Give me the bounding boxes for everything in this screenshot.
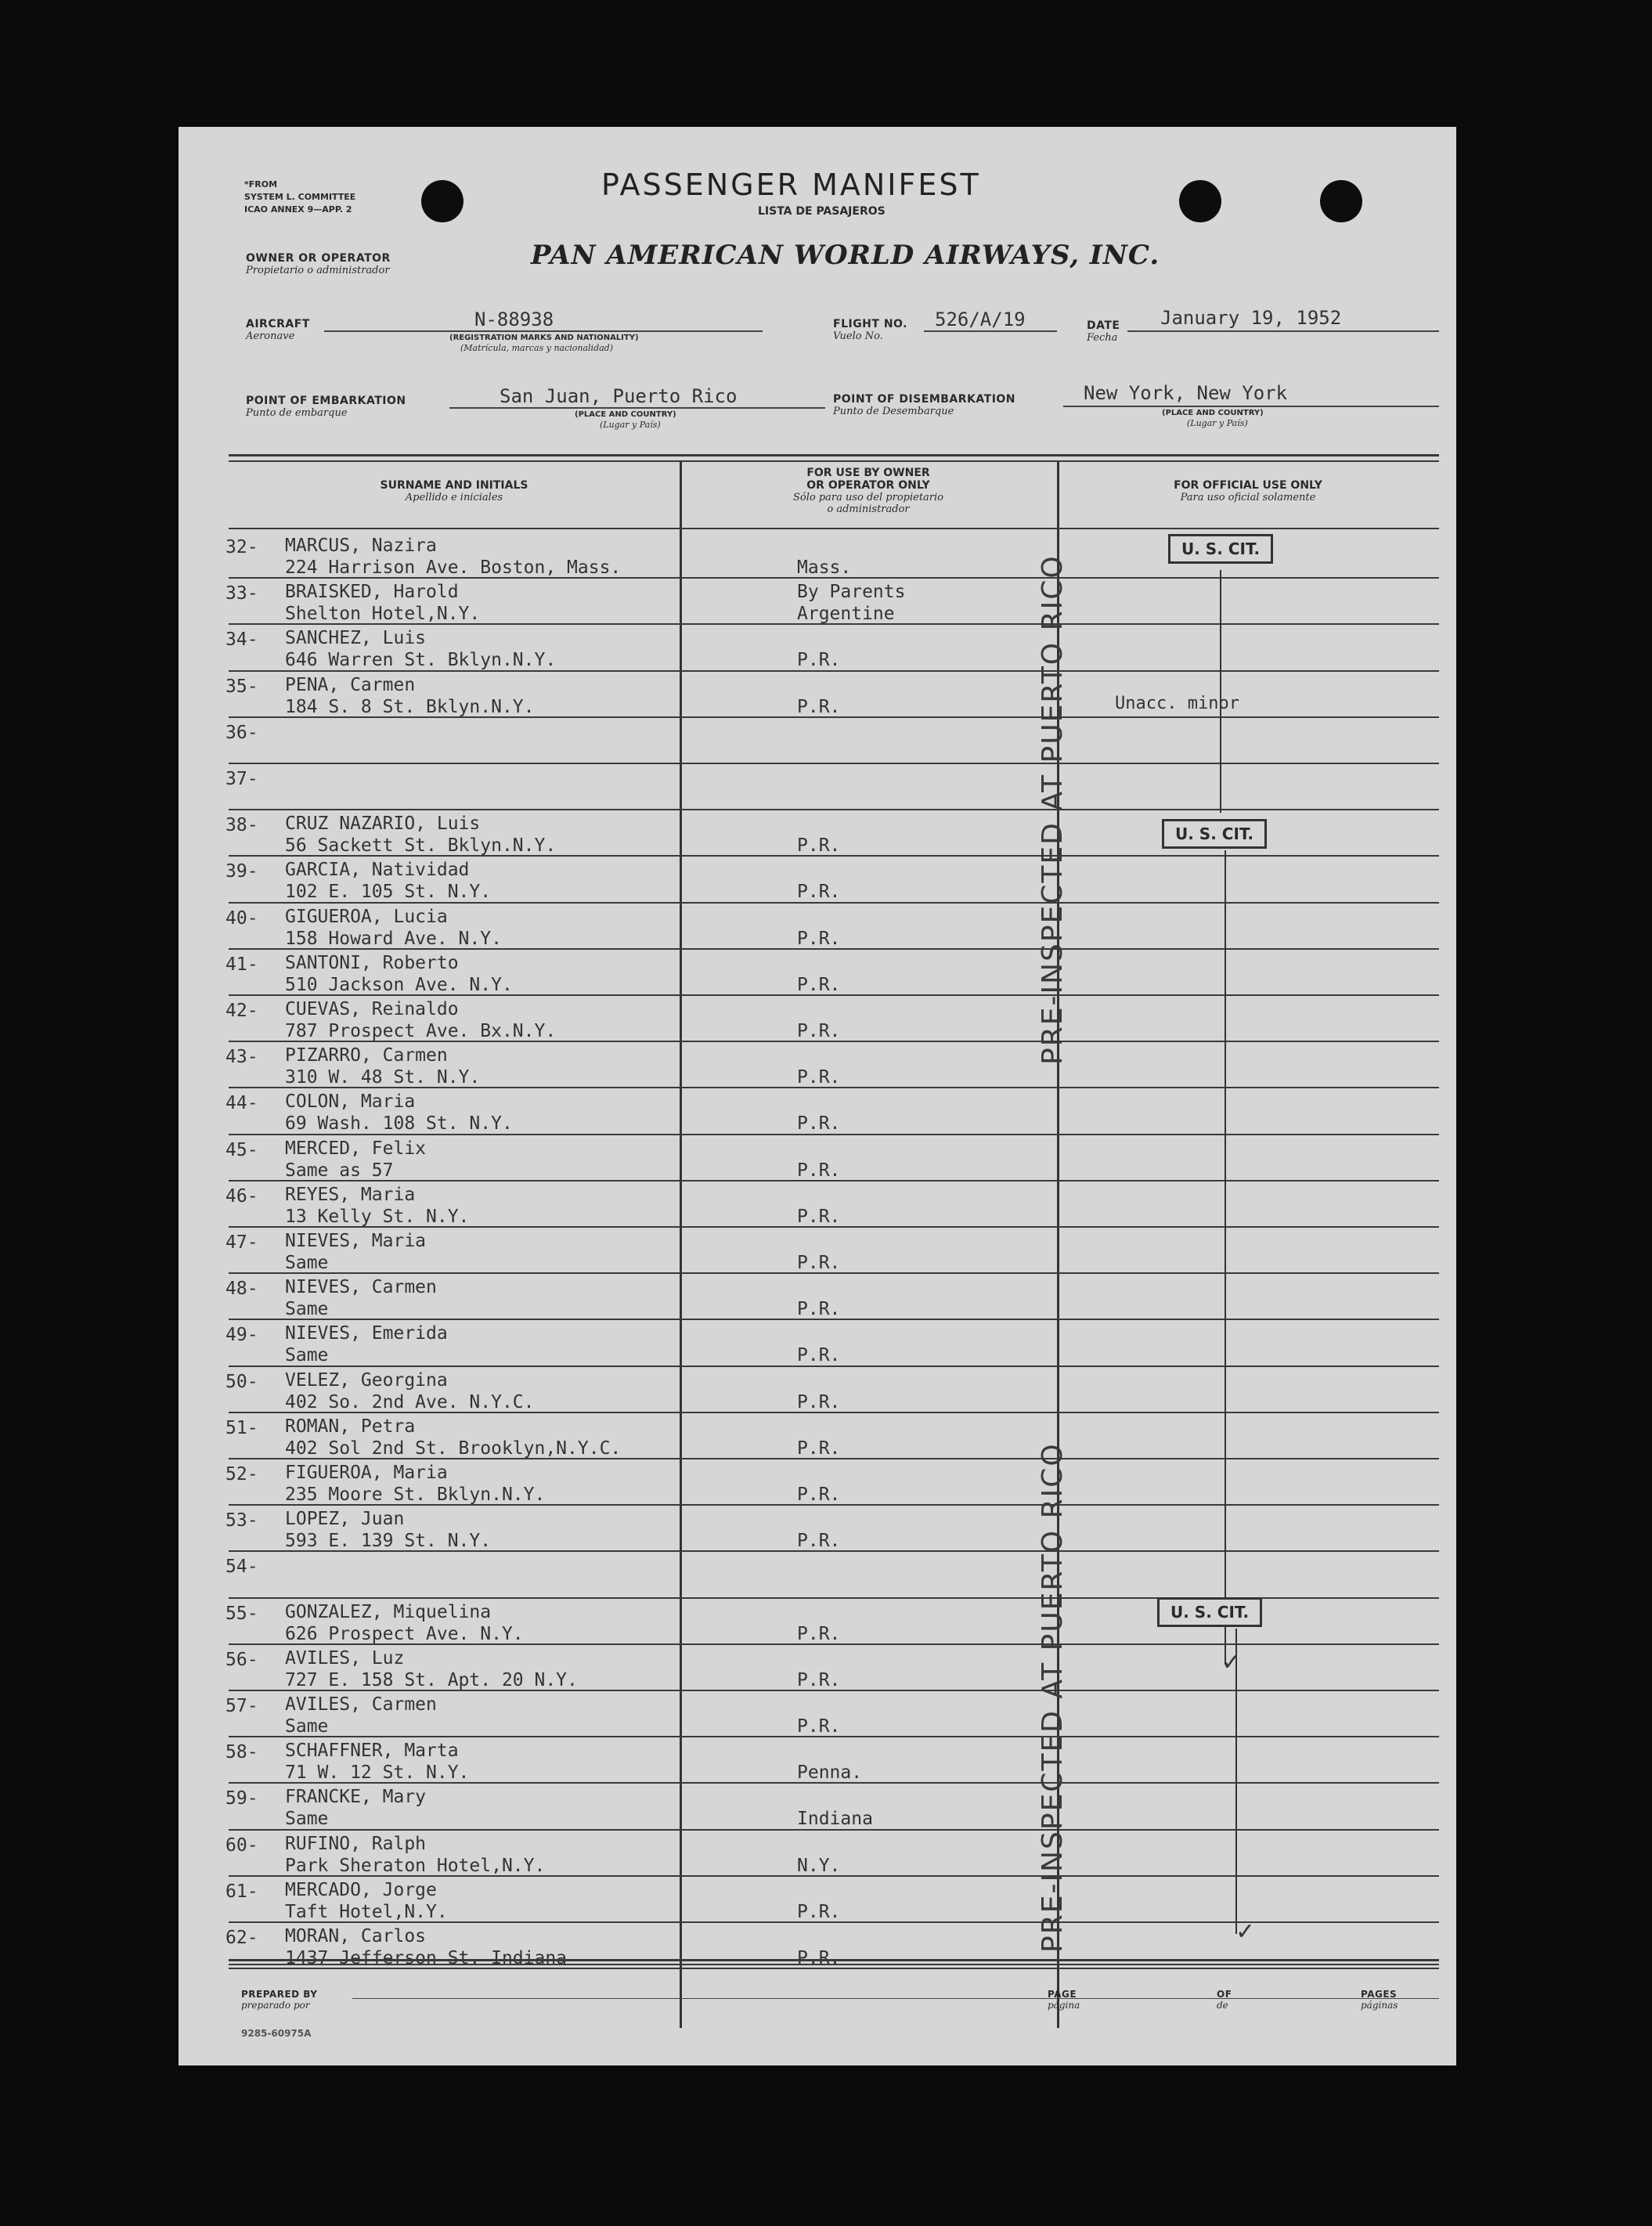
table-row <box>179 1042 1456 1088</box>
passenger-name: CUEVAS, Reinaldo <box>285 999 459 1019</box>
passenger-name: VELEZ, Georgina <box>285 1369 448 1391</box>
row-number: 61- <box>225 1881 258 1902</box>
passenger-address: Shelton Hotel,N.Y. <box>285 604 481 625</box>
table-row <box>179 1088 1456 1135</box>
pages-label: PAGES <box>1361 1989 1398 2000</box>
table-row <box>179 1645 1456 1691</box>
table-row <box>179 672 1456 718</box>
date-label: DATE <box>1087 319 1120 332</box>
form-ref-line: SYSTEM L. COMMITTEE <box>244 192 356 202</box>
owner-note: P.R. <box>797 882 841 903</box>
field-underline <box>449 407 825 409</box>
passenger-name: NIEVES, Maria <box>285 1231 427 1251</box>
form-ref-line: *FROM <box>244 179 278 189</box>
field-underline <box>1063 406 1439 407</box>
embark-caption: (PLACE AND COUNTRY) <box>575 410 676 419</box>
disembark-caption: (PLACE AND COUNTRY) <box>1162 409 1264 417</box>
row-number: 37- <box>225 769 258 789</box>
table-row <box>179 1367 1456 1413</box>
table-row <box>179 904 1456 950</box>
passenger-address: 1437 Jefferson St. Indiana <box>285 1948 568 1968</box>
passenger-address: Park Sheraton Hotel,N.Y. <box>285 1855 546 1876</box>
aircraft-caption-es: (Matrícula, marcas y nacionalidad) <box>460 343 613 353</box>
table-row <box>179 1599 1456 1645</box>
embarkation-label: POINT OF EMBARKATION <box>246 395 406 407</box>
passenger-address: 510 Jackson Ave. N.Y. <box>285 974 513 995</box>
table-row <box>179 625 1456 671</box>
table-top-rule <box>229 460 1439 462</box>
passenger-name: SCHAFFNER, Marta <box>285 1741 459 1762</box>
passenger-address: 402 So. 2nd Ave. N.Y.C. <box>285 1391 535 1412</box>
owner-note: Indiana <box>797 1809 873 1830</box>
footer-underline <box>352 1998 1439 1999</box>
passenger-name: GONZALEZ, Miquelina <box>285 1601 492 1622</box>
row-number: 32- <box>225 537 258 557</box>
passenger-address: 224 Harrison Ave. Boston, Mass. <box>285 557 622 578</box>
passenger-name: MERCADO, Jorge <box>285 1879 437 1900</box>
punch-hole <box>1179 180 1221 222</box>
owner-note: Mass. <box>797 557 852 578</box>
flight-label-es: Vuelo No. <box>833 330 883 342</box>
manifest-sheet <box>179 127 1456 2065</box>
row-rule <box>229 1968 1439 1969</box>
prepared-by-label-es: preparado por <box>241 2000 310 2011</box>
passenger-name: AVILES, Carmen <box>285 1694 437 1715</box>
of-label: OF <box>1217 1989 1232 2000</box>
column-title: FOR OFFICIAL USE ONLY <box>1174 479 1322 492</box>
passenger-address: Same <box>285 1716 329 1737</box>
aircraft-registration: N-88938 <box>474 308 554 330</box>
punch-hole <box>1320 180 1362 222</box>
embarkation-label-es: Punto de embarque <box>246 407 348 419</box>
passenger-address: 727 E. 158 St. Apt. 20 N.Y. <box>285 1669 578 1690</box>
passenger-name: COLON, Maria <box>285 1091 416 1113</box>
table-row <box>179 1691 1456 1737</box>
row-number: 55- <box>225 1603 258 1624</box>
flight-label: FLIGHT NO. <box>833 318 907 330</box>
table-row <box>179 1413 1456 1459</box>
row-number: 40- <box>225 907 258 929</box>
row-number: 33- <box>225 583 258 604</box>
embark-caption-es: (Lugar y País) <box>600 420 661 430</box>
table-row <box>179 1506 1456 1552</box>
table-row <box>179 1459 1456 1506</box>
passenger-address: 402 Sol 2nd St. Brooklyn,N.Y.C. <box>285 1438 622 1459</box>
passenger-address: Same <box>285 1809 329 1830</box>
table-row <box>179 950 1456 996</box>
table-row <box>179 718 1456 764</box>
owner-note: P.R. <box>797 974 841 995</box>
row-number: 45- <box>225 1139 258 1160</box>
row-number: 35- <box>225 676 258 697</box>
bracket-line <box>1225 850 1226 1665</box>
field-underline <box>324 330 763 332</box>
row-number: 39- <box>225 861 258 882</box>
bracket-line <box>1235 1629 1237 1934</box>
table-row <box>179 1923 1456 1969</box>
owner-note: P.R. <box>797 1669 841 1690</box>
column-header-official <box>1057 479 1439 503</box>
owner-note: P.R. <box>797 1438 841 1459</box>
passenger-address: 102 E. 105 St. N.Y. <box>285 882 492 903</box>
row-number: 38- <box>225 815 258 836</box>
passenger-address: Same <box>285 1345 329 1366</box>
owner-note: P.R. <box>797 696 841 717</box>
page-subtitle: LISTA DE PASAJEROS <box>758 205 886 218</box>
row-number: 48- <box>225 1279 258 1300</box>
owner-note: P.R. <box>797 1901 841 1922</box>
owner-note: N.Y. <box>797 1855 841 1876</box>
table-row <box>179 996 1456 1042</box>
punch-hole <box>421 180 463 222</box>
prepared-by-label: PREPARED BY <box>241 1989 318 2000</box>
embarkation-place: San Juan, Puerto Rico <box>500 385 738 407</box>
column-subtitle: Para uso oficial solamente <box>1180 492 1316 503</box>
disembarkation-label: POINT OF DISEMBARKATION <box>833 393 1016 406</box>
passenger-address: 158 Howard Ave. N.Y. <box>285 928 502 949</box>
form-number: 9285-60975A <box>241 2028 312 2039</box>
row-number: 41- <box>225 954 258 975</box>
passenger-address: 235 Moore St. Bklyn.N.Y. <box>285 1485 546 1505</box>
form-ref-line: ICAO ANNEX 9—APP. 2 <box>244 204 352 215</box>
flight-number: 526/A/19 <box>935 308 1026 330</box>
column-subtitle: Apellido e iniciales <box>405 492 503 503</box>
pages-label-es: páginas <box>1361 2000 1398 2011</box>
owner-label-es: Propietario o administrador <box>246 265 390 276</box>
passenger-address: 646 Warren St. Bklyn.N.Y. <box>285 650 557 671</box>
owner-note: P.R. <box>797 1113 841 1135</box>
row-number: 42- <box>225 1001 258 1021</box>
passenger-name: FIGUEROA, Maria <box>285 1463 448 1483</box>
table-row <box>179 1552 1456 1598</box>
owner-note: P.R. <box>797 1299 841 1320</box>
column-header-owner <box>680 467 1057 515</box>
owner-note: P.R. <box>797 1345 841 1366</box>
table-row <box>179 1320 1456 1366</box>
row-number: 62- <box>225 1928 258 1948</box>
row-number: 53- <box>225 1510 258 1532</box>
owner-note: P.R. <box>797 1160 841 1181</box>
passenger-name: SANCHEZ, Luis <box>285 628 427 649</box>
check-mark: ✓ <box>1223 1646 1239 1677</box>
pre-inspected-stamp: PRE-INSPECTED AT PUERTO RICO <box>1037 554 1069 1065</box>
owner-note: Argentine <box>797 604 895 625</box>
row-number: 49- <box>225 1325 258 1346</box>
check-mark: ✓ <box>1237 1915 1253 1946</box>
column-subtitle: o administrador <box>827 503 910 515</box>
page-label: PAGE <box>1048 1989 1077 2000</box>
passenger-name: REYES, Maria <box>285 1184 416 1205</box>
passenger-name: CRUZ NAZARIO, Luis <box>285 814 481 835</box>
table-row <box>179 1228 1456 1274</box>
row-number: 54- <box>225 1557 258 1578</box>
table-row <box>179 579 1456 625</box>
row-number: 34- <box>225 630 258 651</box>
row-number: 59- <box>225 1788 258 1809</box>
row-number: 58- <box>225 1742 258 1763</box>
column-title: FOR USE BY OWNER <box>806 467 930 479</box>
table-bottom-rule <box>229 1959 1439 1961</box>
passenger-address: Taft Hotel,N.Y. <box>285 1901 448 1922</box>
owner-note: P.R. <box>797 1623 841 1644</box>
row-number: 57- <box>225 1696 258 1716</box>
row-number: 44- <box>225 1093 258 1114</box>
pre-inspected-stamp: PRE-INSPECTED AT PUERTO RICO <box>1037 1442 1069 1953</box>
passenger-name: MORAN, Carlos <box>285 1926 427 1946</box>
official-note: Unacc. minor <box>1115 694 1239 713</box>
passenger-name: PIZARRO, Carmen <box>285 1045 448 1066</box>
owner-note: By Parents <box>797 582 906 603</box>
passenger-address: 593 E. 139 St. N.Y. <box>285 1531 492 1552</box>
passenger-name: MERCED, Felix <box>285 1138 427 1159</box>
disembarkation-place: New York, New York <box>1084 382 1288 404</box>
table-row <box>179 764 1456 810</box>
passenger-name: LOPEZ, Juan <box>285 1509 405 1530</box>
owner-note: P.R. <box>797 1253 841 1273</box>
column-title: SURNAME AND INITIALS <box>380 479 528 492</box>
page-title: PASSENGER MANIFEST <box>601 168 981 202</box>
table-row <box>179 1877 1456 1923</box>
owner-note: Penna. <box>797 1762 863 1784</box>
disembarkation-label-es: Punto de Desembarque <box>833 406 954 417</box>
passenger-address: 310 W. 48 St. N.Y. <box>285 1067 481 1088</box>
passenger-address: Same as 57 <box>285 1160 394 1181</box>
passenger-name: FRANCKE, Mary <box>285 1787 427 1808</box>
row-number: 60- <box>225 1835 258 1856</box>
header-rule <box>229 528 1439 529</box>
passenger-address: Same <box>285 1253 329 1273</box>
passenger-name: BRAISKED, Harold <box>285 582 459 603</box>
passenger-name: NIEVES, Emerida <box>285 1323 448 1344</box>
row-number: 43- <box>225 1047 258 1068</box>
bracket-line <box>1220 570 1221 813</box>
passenger-address: 69 Wash. 108 St. N.Y. <box>285 1113 513 1135</box>
owner-note: P.R. <box>797 1391 841 1412</box>
table-row <box>179 1831 1456 1877</box>
passenger-name: AVILES, Luz <box>285 1647 405 1669</box>
row-number: 51- <box>225 1417 258 1438</box>
operator-name: PAN AMERICAN WORLD AIRWAYS, INC. <box>531 240 1160 271</box>
table-row <box>179 1135 1456 1182</box>
table-row <box>179 857 1456 903</box>
aircraft-label: AIRCRAFT <box>246 318 310 330</box>
owner-note: P.R. <box>797 1206 841 1227</box>
passenger-address: 787 Prospect Ave. Bx.N.Y. <box>285 1021 557 1041</box>
date-label-es: Fecha <box>1087 332 1118 344</box>
table-row <box>179 1182 1456 1228</box>
form-reference <box>244 179 355 216</box>
passenger-name: GARCIA, Natividad <box>285 860 470 881</box>
passenger-address: 56 Sackett St. Bklyn.N.Y. <box>285 835 557 857</box>
owner-note: P.R. <box>797 1067 841 1088</box>
passenger-address: Same <box>285 1299 329 1320</box>
row-number: 56- <box>225 1649 258 1670</box>
owner-note: P.R. <box>797 1948 841 1968</box>
passenger-name: PENA, Carmen <box>285 674 416 695</box>
table-row <box>179 1274 1456 1320</box>
owner-note: P.R. <box>797 1531 841 1552</box>
table-top-rule <box>229 454 1439 456</box>
row-number: 36- <box>225 722 258 743</box>
flight-date: January 19, 1952 <box>1160 307 1342 329</box>
row-number: 52- <box>225 1464 258 1485</box>
owner-note: P.R. <box>797 1485 841 1505</box>
owner-note: P.R. <box>797 650 841 671</box>
passenger-address: 626 Prospect Ave. N.Y. <box>285 1623 524 1644</box>
table-row <box>179 1784 1456 1830</box>
owner-note: P.R. <box>797 1021 841 1041</box>
owner-note: P.R. <box>797 1716 841 1737</box>
column-title: OR OPERATOR ONLY <box>806 479 930 492</box>
column-header-name <box>229 479 680 503</box>
column-subtitle: Sólo para uso del propietario <box>792 492 944 503</box>
field-underline <box>924 330 1057 332</box>
row-number: 50- <box>225 1371 258 1392</box>
of-label-es: de <box>1217 2000 1228 2011</box>
passenger-name: RUFINO, Ralph <box>285 1833 427 1854</box>
owner-note: P.R. <box>797 928 841 949</box>
us-citizen-stamp: U. S. CIT. <box>1168 534 1273 564</box>
passenger-address: 71 W. 12 St. N.Y. <box>285 1762 470 1784</box>
field-underline <box>1127 330 1439 332</box>
aircraft-caption: (REGISTRATION MARKS AND NATIONALITY) <box>449 334 639 342</box>
us-citizen-stamp: U. S. CIT. <box>1162 819 1267 849</box>
table-row <box>179 1737 1456 1784</box>
passenger-address: 13 Kelly St. N.Y. <box>285 1206 470 1227</box>
owner-label: OWNER OR OPERATOR <box>246 252 391 265</box>
row-number: 47- <box>225 1232 258 1253</box>
passenger-name: NIEVES, Carmen <box>285 1277 437 1298</box>
owner-note: P.R. <box>797 835 841 857</box>
row-number: 46- <box>225 1185 258 1207</box>
passenger-name: SANTONI, Roberto <box>285 952 459 973</box>
us-citizen-stamp: U. S. CIT. <box>1157 1597 1262 1627</box>
aircraft-label-es: Aeronave <box>246 330 295 342</box>
passenger-address: 184 S. 8 St. Bklyn.N.Y. <box>285 696 535 717</box>
passenger-name: GIGUEROA, Lucia <box>285 906 448 927</box>
table-bottom-rule <box>229 1964 1439 1965</box>
page-label-es: página <box>1048 2000 1080 2011</box>
passenger-name: ROMAN, Petra <box>285 1416 416 1437</box>
passenger-name: MARCUS, Nazira <box>285 536 437 556</box>
disembark-caption-es: (Lugar y País) <box>1187 418 1248 428</box>
